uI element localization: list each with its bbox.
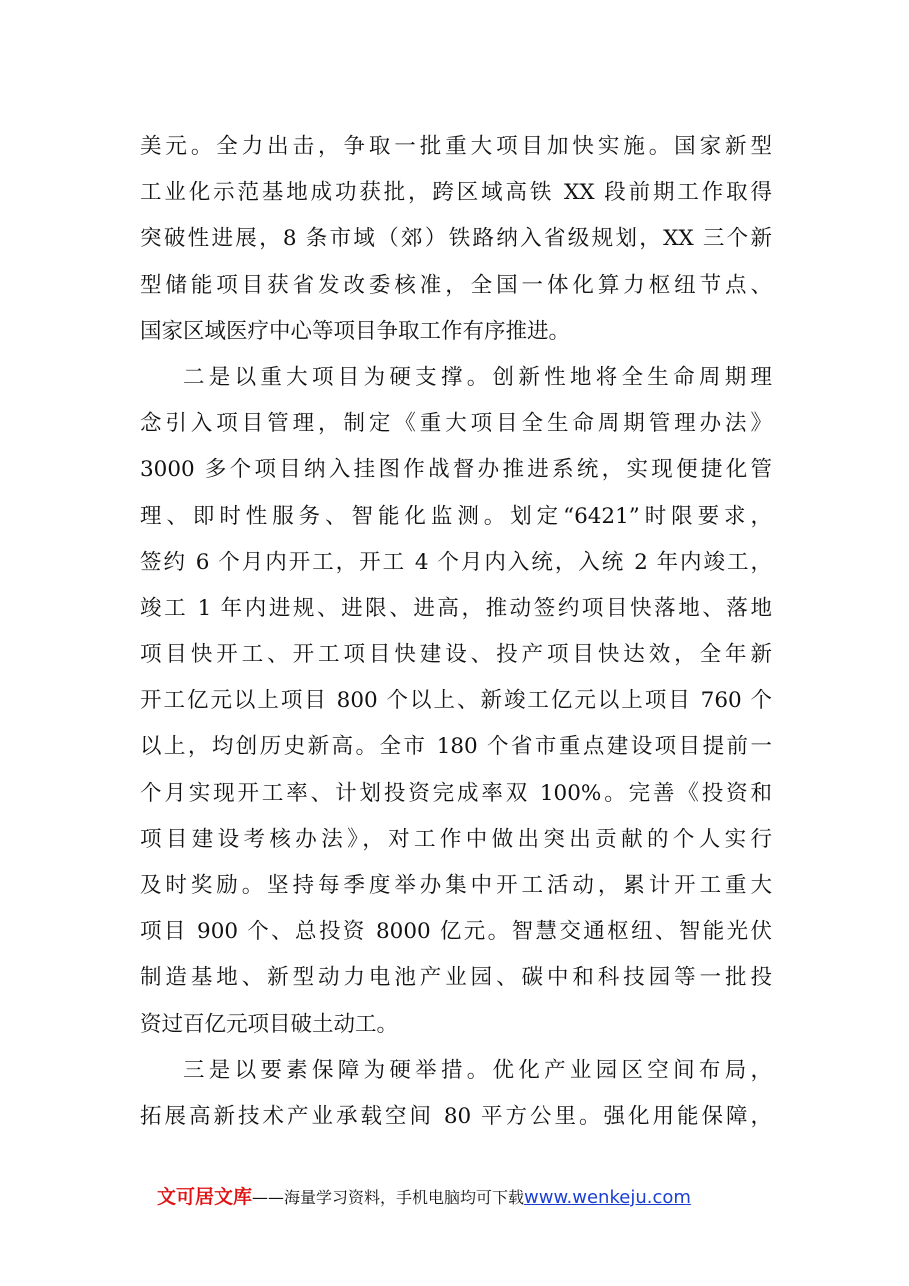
footer-website-link[interactable]: www.wenkeju.com [524, 1187, 691, 1208]
text-line: 制造基地、新型动力电池产业园、碳中和科技园等一批投 [140, 965, 772, 991]
text-line: 突破性进展，8 条市域（郊）铁路纳入省级规划，XX 三个新 [140, 226, 772, 252]
text-line: 3000 多个项目纳入挂图作战督办推进系统，实现便捷化管 [140, 457, 772, 483]
text-line: 项目快开工、开工项目快建设、投产项目快达效，全年新 [140, 642, 772, 668]
paragraph-first-line: 二是以重大项目为硬支撑。创新性地将全生命周期理 [183, 364, 772, 390]
paragraph-first-line: 三是以要素保障为硬举措。优化产业园区空间布局， [183, 1057, 772, 1083]
text-line: 理、即时性服务、智能化监测。划定“6421”时限要求， [140, 503, 772, 529]
page-footer [157, 1182, 691, 1212]
text-line: 国家区域医疗中心等项目争取工作有序推进。 [140, 318, 571, 344]
text-line: 竣工 1 年内进规、进限、进高，推动签约项目快落地、落地 [140, 595, 772, 621]
text-line: 项目建设考核办法》，对工作中做出突出贡献的个人实行 [140, 826, 772, 852]
text-line: 资过百亿元项目破土动工。 [140, 1011, 399, 1037]
text-line: 项目 900 个、总投资 8000 亿元。智慧交通枢纽、智能光伏 [140, 919, 772, 945]
text-line: 及时奖励。坚持每季度举办集中开工活动，累计开工重大 [140, 873, 772, 898]
footer-text: ——海量学习资料，手机电脑均可下载 [252, 1188, 525, 1207]
text-line: 工业化示范基地成功获批，跨区域高铁 XX 段前期工作取得 [140, 180, 772, 206]
text-line: 签约 6 个月内开工，开工 4 个月内入统，入统 2 年内竣工， [140, 549, 772, 575]
text-line: 美元。全力出击，争取一批重大项目加快实施。国家新型 [140, 134, 772, 159]
text-line: 个月实现开工率、计划投资完成率双 100%。完善《投资和 [140, 780, 772, 806]
text-line: 型储能项目获省发改委核准，全国一体化算力枢纽节点、 [140, 272, 772, 298]
text-line: 拓展高新技术产业承载空间 80 平方公里。强化用能保障， [140, 1103, 772, 1129]
footer-brand: 文可居文库 [157, 1186, 253, 1208]
document-body [140, 124, 772, 1140]
text-line: 以上，均创历史新高。全市 180 个省市重点建设项目提前一 [140, 734, 772, 760]
text-line: 念引入项目管理，制定《重大项目全生命周期管理办法》 [140, 411, 772, 437]
text-line: 开工亿元以上项目 800 个以上、新竣工亿元以上项目 760 个 [140, 688, 772, 714]
